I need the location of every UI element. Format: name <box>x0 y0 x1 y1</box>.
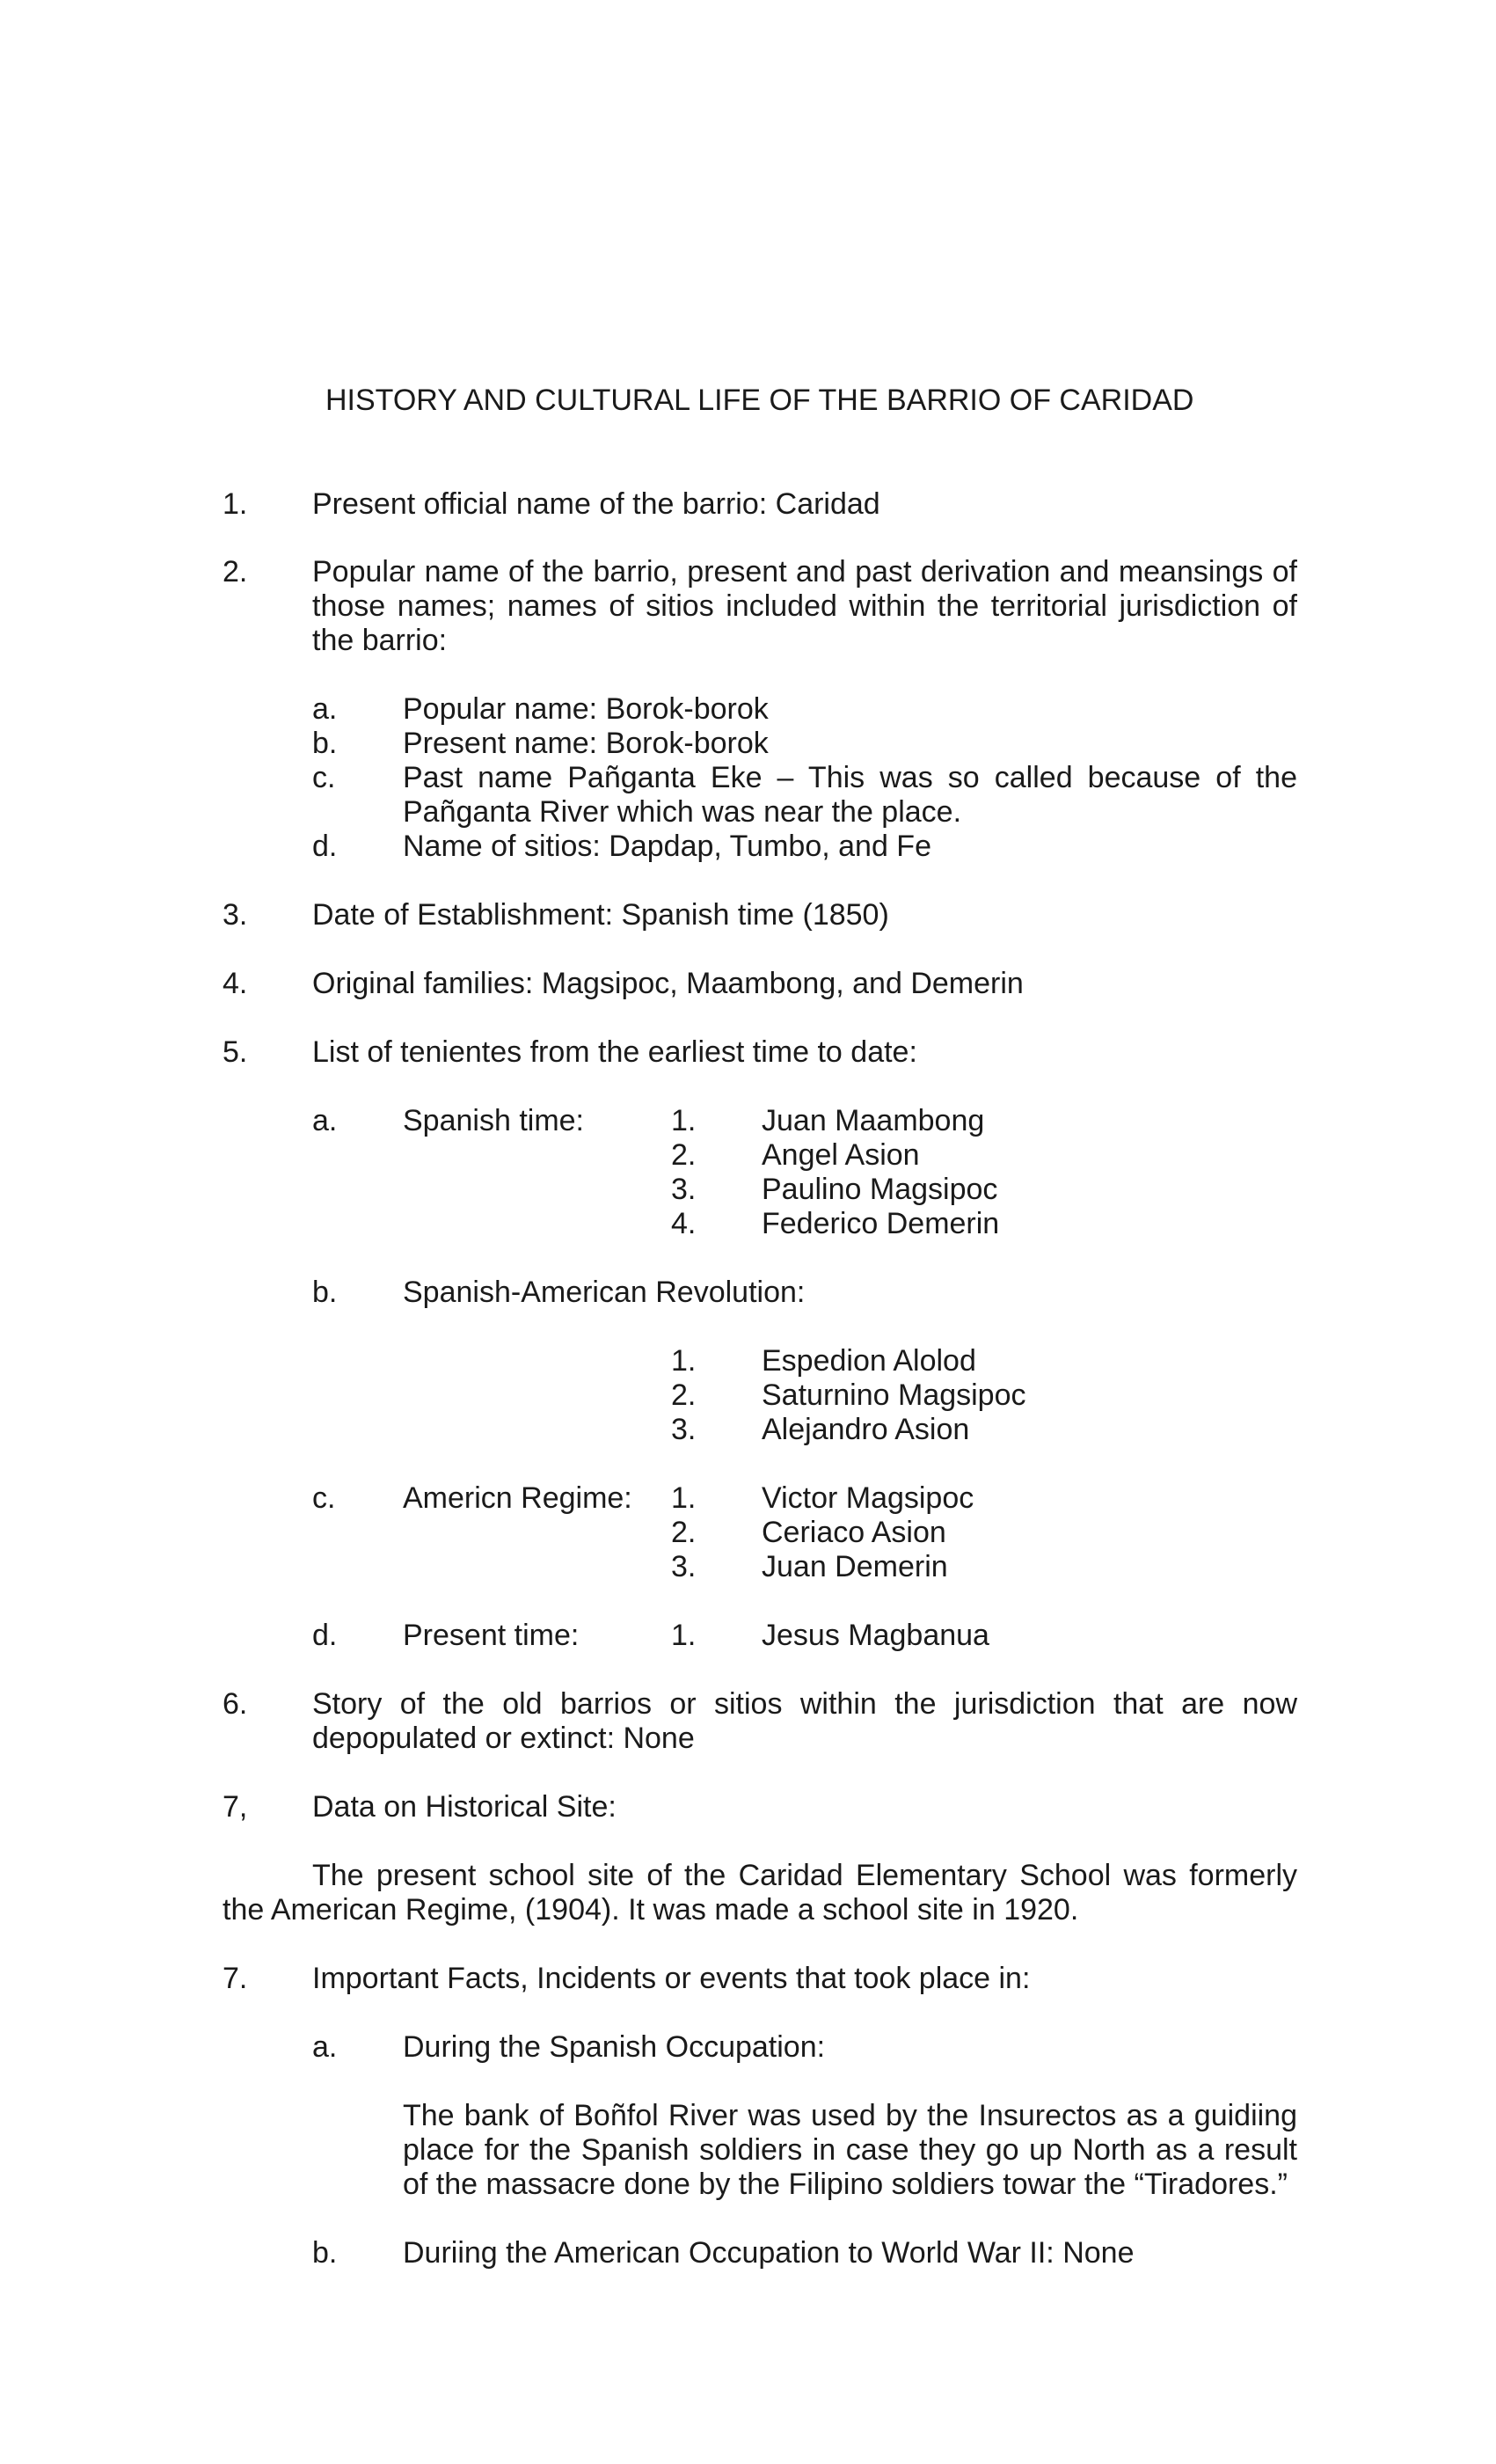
name-number: 2. <box>671 1378 697 1412</box>
sub-letter: b. <box>312 1276 338 1309</box>
item-text-line: those names; names of sitios included within the territorial jurisdiction of <box>312 589 1297 623</box>
name-number: 3. <box>671 1173 697 1206</box>
teniente-name: Saturnino Magsipoc <box>762 1378 1026 1412</box>
item-number: 2. <box>223 555 248 589</box>
sub-text: Present name: Borok-borok <box>403 727 769 760</box>
sub-text-line: Pañganta River which was near the place. <box>403 795 962 829</box>
name-number: 1. <box>671 1104 697 1137</box>
item-text-line: the barrio: <box>312 624 448 657</box>
name-number: 4. <box>671 1207 697 1240</box>
item-text-line: Story of the old barrios or sitios within the jurisdiction that are now <box>312 1687 1297 1721</box>
teniente-name: Jesus Magbanua <box>762 1619 989 1652</box>
sub-text: Popular name: Borok-borok <box>403 692 769 726</box>
item-number: 7, <box>223 1790 248 1824</box>
sub-text: During the Spanish Occupation: <box>403 2030 826 2064</box>
name-number: 2. <box>671 1516 697 1549</box>
name-number: 3. <box>671 1413 697 1446</box>
sub-letter: a. <box>312 692 338 726</box>
sub-letter: b. <box>312 2236 338 2270</box>
sub-letter: d. <box>312 1619 338 1652</box>
item-number: 3. <box>223 898 248 932</box>
sub-letter: c. <box>312 761 336 794</box>
teniente-name: Ceriaco Asion <box>762 1516 946 1549</box>
item-text: Important Facts, Incidents or events that took place in: <box>312 1962 1031 1995</box>
item-number: 1. <box>223 487 248 521</box>
teniente-name: Juan Maambong <box>762 1104 985 1137</box>
paragraph-line: the American Regime, (1904). It was made a school site in 1920. <box>223 1893 1079 1927</box>
teniente-name: Espedion Alolod <box>762 1344 976 1378</box>
group-label: Present time: <box>403 1619 580 1652</box>
sub-letter: a. <box>312 2030 338 2064</box>
paragraph-line: of the massacre done by the Filipino soldiers towar the “Tiradores.” <box>403 2168 1288 2201</box>
teniente-name: Victor Magsipoc <box>762 1481 974 1515</box>
sub-letter: a. <box>312 1104 338 1137</box>
paragraph-line: The bank of Boñfol River was used by the Insurectos as a guidiing <box>403 2099 1297 2132</box>
item-text-line: Popular name of the barrio, present and past derivation and meansings of <box>312 555 1297 589</box>
sub-text-line: Past name Pañganta Eke – This was so called because of the <box>403 761 1297 794</box>
page-title: HISTORY AND CULTURAL LIFE OF THE BARRIO OF CARIDAD <box>325 384 1194 417</box>
group-label: Spanish-American Revolution: <box>403 1276 806 1309</box>
name-number: 1. <box>671 1481 697 1515</box>
name-number: 3. <box>671 1550 697 1583</box>
name-number: 1. <box>671 1619 697 1652</box>
item-number: 5. <box>223 1035 248 1069</box>
item-text: Data on Historical Site: <box>312 1790 617 1824</box>
sub-letter: b. <box>312 727 338 760</box>
item-text: Present official name of the barrio: Caridad <box>312 487 880 521</box>
paragraph-line: place for the Spanish soldiers in case they go up North as a result <box>403 2133 1297 2167</box>
teniente-name: Juan Demerin <box>762 1550 948 1583</box>
item-number: 7. <box>223 1962 248 1995</box>
sub-text: Name of sitios: Dapdap, Tumbo, and Fe <box>403 830 931 863</box>
sub-text: Duriing the American Occupation to World War II: None <box>403 2236 1135 2270</box>
item-text: Original families: Magsipoc, Maambong, and Demerin <box>312 967 1024 1000</box>
group-label: Americn Regime: <box>403 1481 632 1515</box>
sub-letter: c. <box>312 1481 336 1515</box>
paragraph-line: The present school site of the Caridad Elementary School was formerly <box>312 1859 1297 1892</box>
item-text: List of tenientes from the earliest time to date: <box>312 1035 917 1069</box>
teniente-name: Paulino Magsipoc <box>762 1173 998 1206</box>
teniente-name: Alejandro Asion <box>762 1413 970 1446</box>
item-text: Date of Establishment: Spanish time (1850) <box>312 898 889 932</box>
group-label: Spanish time: <box>403 1104 584 1137</box>
teniente-name: Federico Demerin <box>762 1207 1000 1240</box>
sub-letter: d. <box>312 830 338 863</box>
item-text-line: depopulated or extinct: None <box>312 1722 695 1755</box>
name-number: 2. <box>671 1138 697 1172</box>
item-number: 4. <box>223 967 248 1000</box>
teniente-name: Angel Asion <box>762 1138 920 1172</box>
item-number: 6. <box>223 1687 248 1721</box>
name-number: 1. <box>671 1344 697 1378</box>
